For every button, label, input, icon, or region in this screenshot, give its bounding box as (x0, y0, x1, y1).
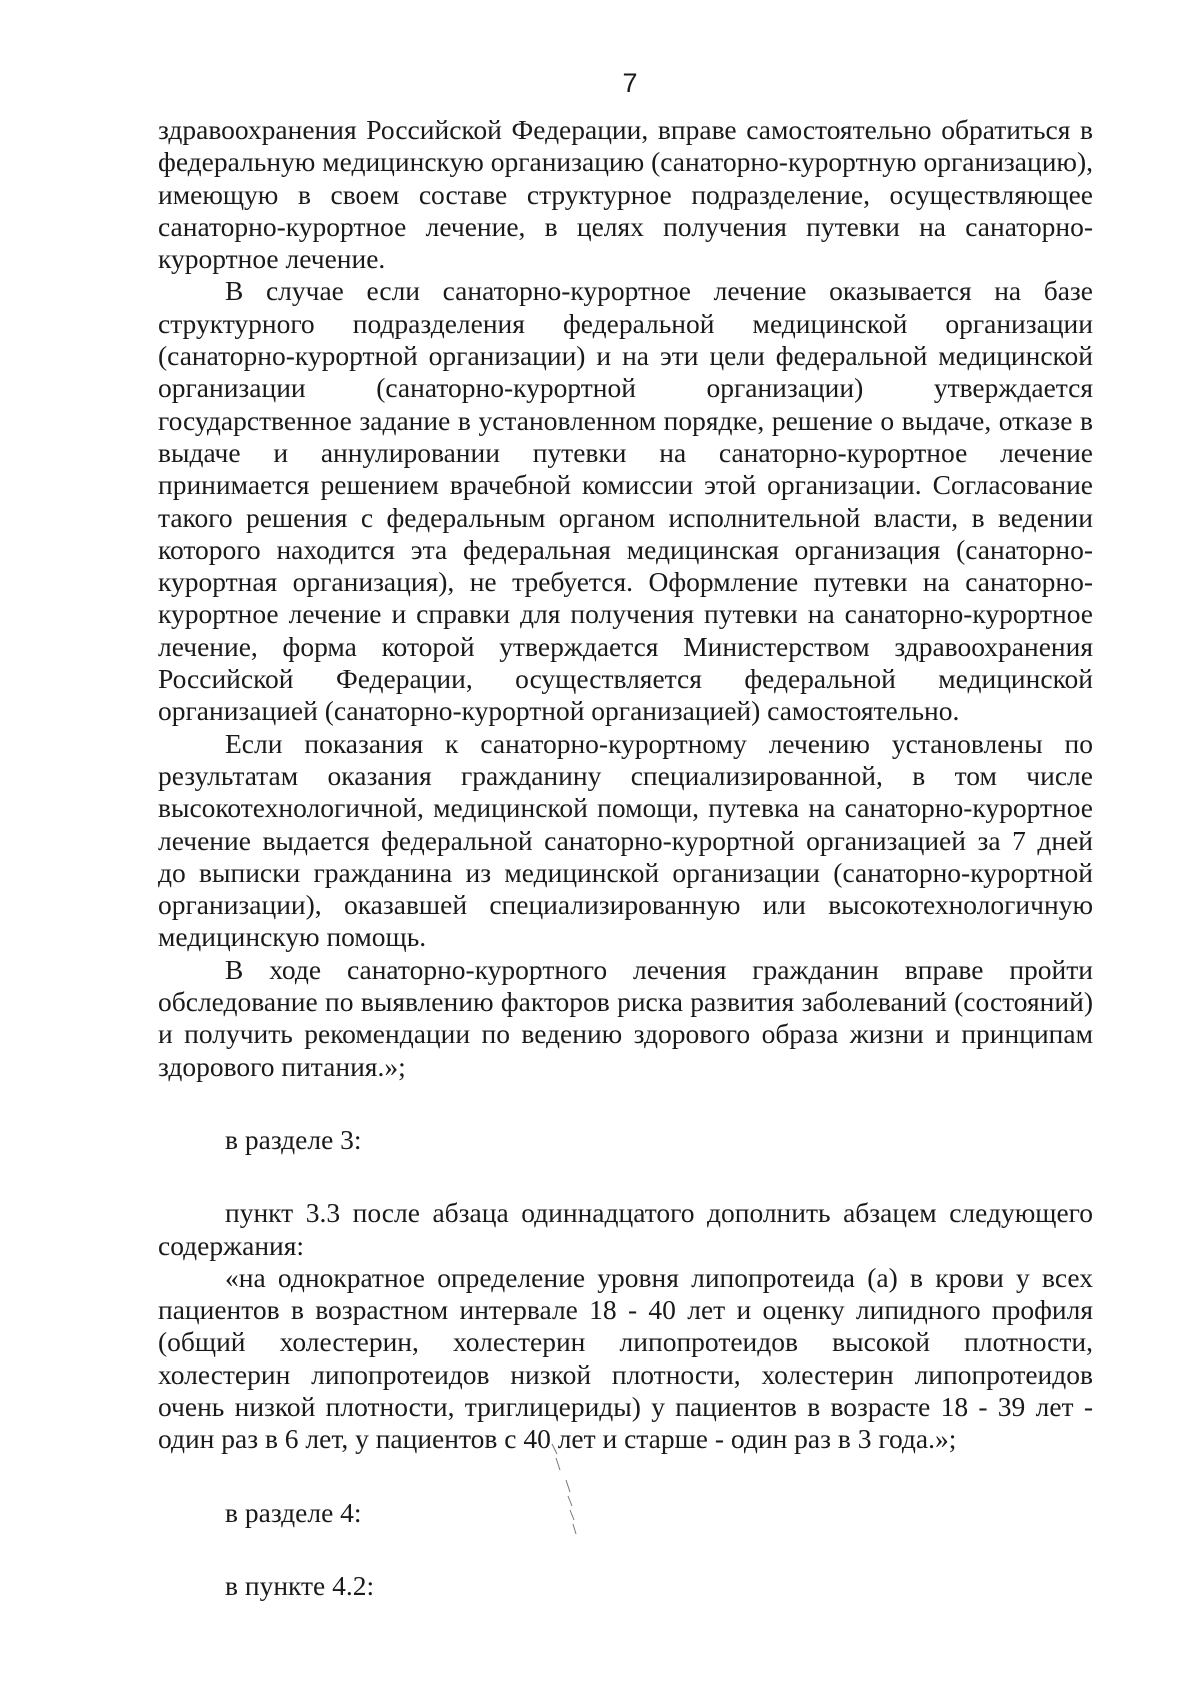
paragraph-continuation: здравоохранения Российской Федерации, вправе самостоятельно обратиться в федеральную медицинскую организацию (санаторно-курортную организацию), имеющую в своем составе структурное подразделение, осуществляющее санаторно-курортное лечение, в целях получения путевки на санаторно-курортное лечение. (158, 114, 1093, 275)
paragraph-sanatorium-decision: В случае если санаторно-курортное лечение оказывается на базе структурного подразделения федеральной медицинской организации (санаторно-курортной организации) и на эти цели федеральной медицинской организации (санаторно-курортной организации) утверждается государственное задание в установленном порядке, решение о выдаче, отказе в выдаче и аннулировании путевки на санаторно-курортное лечение принимается решением врачебной комиссии этой организации. Согласование такого решения с федеральным органом исполнительной власти, в ведении которого находится эта федеральная медицинская организация (санаторно-курортная организация), не требуется. Оформление путевки на санаторно-курортное лечение и справки для получения путевки на санаторно-курортное лечение, форма которой утверждается Министерством здравоохранения Российской Федерации, осуществляется федеральной медицинской организацией (санаторно-курортной организацией) самостоятельно. (158, 275, 1093, 727)
paragraph-lipid-profile: «на однократное определение уровня липопротеида (а) в крови у всех пациентов в возрастном интервале 18 - 40 лет и оценку липидного профиля (общий холестерин, холестерин липопротеидов высокой плотности, холестерин липопротеидов низкой плотности, холестерин липопротеидов очень низкой плотности, триглицериды) у пациентов в возрасте 18 - 39 лет - один раз в 6 лет, у пациентов с 40 лет и старше - один раз в 3 года.»; (158, 1261, 1093, 1455)
item-4-2-heading: в пункте 4.2: (225, 1569, 375, 1601)
page-number: 7 (622, 68, 638, 98)
pen-mark (548, 1440, 588, 1540)
section-4-heading: в разделе 4: (225, 1496, 362, 1528)
paragraph-item-3-3: пункт 3.3 после абзаца одиннадцатого дополнить абзацем следующего содержания: (158, 1197, 1093, 1261)
paragraph-examination: В ходе санаторно-курортного лечения гражданин вправе пройти обследование по выявлению факторов риска развития заболеваний (состояний) и получить рекомендации по ведению здорового образа жизни и принципам здорового питания.»; (158, 953, 1093, 1082)
section-3-heading: в разделе 3: (225, 1123, 362, 1155)
paragraph-indications: Если показания к санаторно-курортному лечению установлены по результатам оказания гражданину специализированной, в том числе высокотехнологичной, медицинской помощи, путевка на санаторно-курортное лечение выдается федеральной санаторно-курортной организацией за 7 дней до выписки гражданина из медицинской организации (санаторно-курортной организации), оказавшей специализированную или высокотехнологичную медицинскую помощь. (158, 727, 1093, 953)
document-body (158, 114, 1093, 1602)
